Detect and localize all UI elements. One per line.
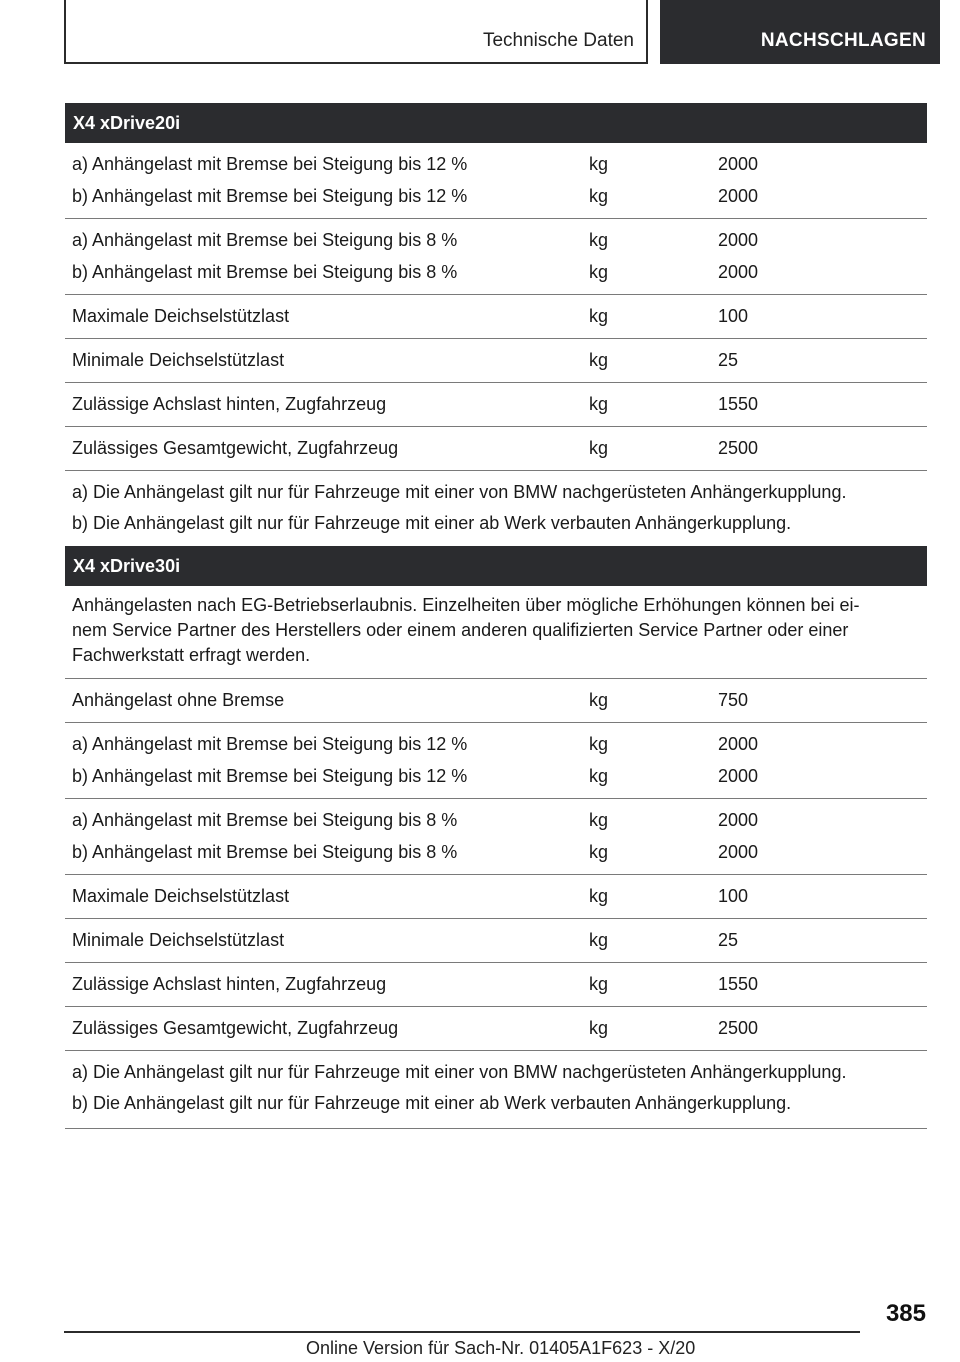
row-unit: kg — [589, 1017, 609, 1038]
intro-line: nem Service Partner des Herstellers oder einem anderen qualifizierten Service Partner oder einer — [72, 620, 849, 640]
row-label: Anhängelast ohne Bremse — [72, 689, 285, 710]
footnote: b) Die Anhängelast gilt nur für Fahrzeuge mit einer ab Werk verbauten Anhängerkupplung. — [72, 513, 792, 533]
table-row — [65, 804, 927, 836]
table-row — [65, 224, 927, 256]
row-unit: kg — [589, 305, 609, 326]
table-row — [65, 256, 927, 288]
row-unit: kg — [589, 885, 609, 906]
header-section-box — [64, 0, 648, 64]
table-row-group — [65, 875, 927, 919]
row-value: 2500 — [718, 437, 759, 458]
row-label: Minimale Deichselstützlast — [72, 349, 285, 370]
row-label: a) Anhängelast mit Bremse bei Steigung bis 8 % — [72, 229, 458, 250]
table-row-group — [65, 219, 927, 295]
row-value: 2000 — [718, 185, 759, 206]
row-value: 2500 — [718, 1017, 759, 1038]
row-unit: kg — [589, 841, 609, 862]
intro-line: Fachwerkstatt erfragt werden. — [72, 645, 311, 665]
table-row — [65, 1012, 927, 1044]
table-row — [65, 968, 927, 1000]
table-row — [65, 760, 927, 792]
page-number: 385 — [885, 1300, 926, 1327]
table-row — [65, 300, 927, 332]
row-value: 2000 — [718, 153, 759, 174]
row-value: 2000 — [718, 261, 759, 282]
row-unit: kg — [589, 349, 609, 370]
row-value: 2000 — [718, 765, 759, 786]
row-unit: kg — [589, 689, 609, 710]
row-value: 100 — [718, 305, 749, 326]
footnote: a) Die Anhängelast gilt nur für Fahrzeuge mit einer von BMW nachgerüsteten Anhängerkupplung. — [72, 1062, 847, 1082]
row-value: 750 — [718, 689, 749, 710]
row-value: 100 — [718, 885, 749, 906]
table-intro — [65, 586, 927, 679]
spec-table-xdrive20i — [65, 103, 927, 549]
row-label: b) Anhängelast mit Bremse bei Steigung bis 12 % — [72, 185, 468, 206]
row-unit: kg — [589, 733, 609, 754]
row-value: 2000 — [718, 841, 759, 862]
table-row-group — [65, 723, 927, 799]
table-row-group — [65, 919, 927, 963]
row-unit: kg — [589, 973, 609, 994]
row-value: 1550 — [718, 973, 759, 994]
row-label: Zulässiges Gesamtgewicht, Zugfahrzeug — [72, 437, 399, 458]
row-label: a) Anhängelast mit Bremse bei Steigung bis 8 % — [72, 809, 458, 830]
section-title: Technische Daten — [482, 30, 634, 51]
row-value: 1550 — [718, 393, 759, 414]
row-unit: kg — [589, 153, 609, 174]
spec-table-xdrive30i — [65, 546, 927, 1129]
row-label: b) Anhängelast mit Bremse bei Steigung bis 8 % — [72, 261, 458, 282]
row-label: a) Anhängelast mit Bremse bei Steigung bis 12 % — [72, 153, 468, 174]
online-version-note: Online Version für Sach-Nr. 01405A1F623 - X/20 — [306, 1338, 696, 1358]
table-row — [65, 924, 927, 956]
row-unit: kg — [589, 261, 609, 282]
row-unit: kg — [589, 437, 609, 458]
table-row — [65, 684, 927, 716]
row-label: Zulässige Achslast hinten, Zugfahrzeug — [72, 393, 387, 414]
table-row — [65, 432, 927, 464]
table-row-group — [65, 143, 927, 219]
row-unit: kg — [589, 765, 609, 786]
row-label: Zulässige Achslast hinten, Zugfahrzeug — [72, 973, 387, 994]
row-label: b) Anhängelast mit Bremse bei Steigung bis 8 % — [72, 841, 458, 862]
table-row — [65, 388, 927, 420]
row-label: Maximale Deichselstützlast — [72, 305, 290, 326]
intro-line: Anhängelasten nach EG-Betriebserlaubnis. Einzelheiten über mögliche Erhöhungen können bei ei- — [72, 595, 860, 615]
row-value: 2000 — [718, 809, 759, 830]
header-chapter-box — [660, 0, 940, 64]
row-unit: kg — [589, 809, 609, 830]
row-label: Zulässiges Gesamtgewicht, Zugfahrzeug — [72, 1017, 399, 1038]
row-value: 25 — [718, 929, 739, 950]
table-row-group — [65, 1007, 927, 1051]
table-row — [65, 148, 927, 180]
row-value: 2000 — [718, 229, 759, 250]
table-row-group — [65, 339, 927, 383]
table-title: X4 xDrive30i — [65, 546, 927, 586]
chapter-title: NACHSCHLAGEN — [760, 30, 926, 51]
table-row-group — [65, 799, 927, 875]
table-row-group — [65, 427, 927, 471]
table-footnotes — [65, 471, 927, 549]
row-label: Minimale Deichselstützlast — [72, 929, 285, 950]
table-row-group — [65, 679, 927, 723]
table-row — [65, 880, 927, 912]
row-label: Maximale Deichselstützlast — [72, 885, 290, 906]
row-value: 25 — [718, 349, 739, 370]
table-title: X4 xDrive20i — [65, 103, 927, 143]
row-unit: kg — [589, 229, 609, 250]
footnote: a) Die Anhängelast gilt nur für Fahrzeuge mit einer von BMW nachgerüsteten Anhängerkupplung. — [72, 482, 847, 502]
table-row — [65, 836, 927, 868]
table-footnotes — [65, 1051, 927, 1129]
footnote: b) Die Anhängelast gilt nur für Fahrzeuge mit einer ab Werk verbauten Anhängerkupplung. — [72, 1093, 792, 1113]
table-row-group — [65, 963, 927, 1007]
footer-divider — [64, 1331, 860, 1333]
row-unit: kg — [589, 185, 609, 206]
table-row — [65, 180, 927, 212]
row-value: 2000 — [718, 733, 759, 754]
row-unit: kg — [589, 393, 609, 414]
row-unit: kg — [589, 929, 609, 950]
table-row-group — [65, 383, 927, 427]
row-label: b) Anhängelast mit Bremse bei Steigung bis 12 % — [72, 765, 468, 786]
table-row-group — [65, 295, 927, 339]
table-row — [65, 344, 927, 376]
row-label: a) Anhängelast mit Bremse bei Steigung bis 12 % — [72, 733, 468, 754]
table-row — [65, 728, 927, 760]
